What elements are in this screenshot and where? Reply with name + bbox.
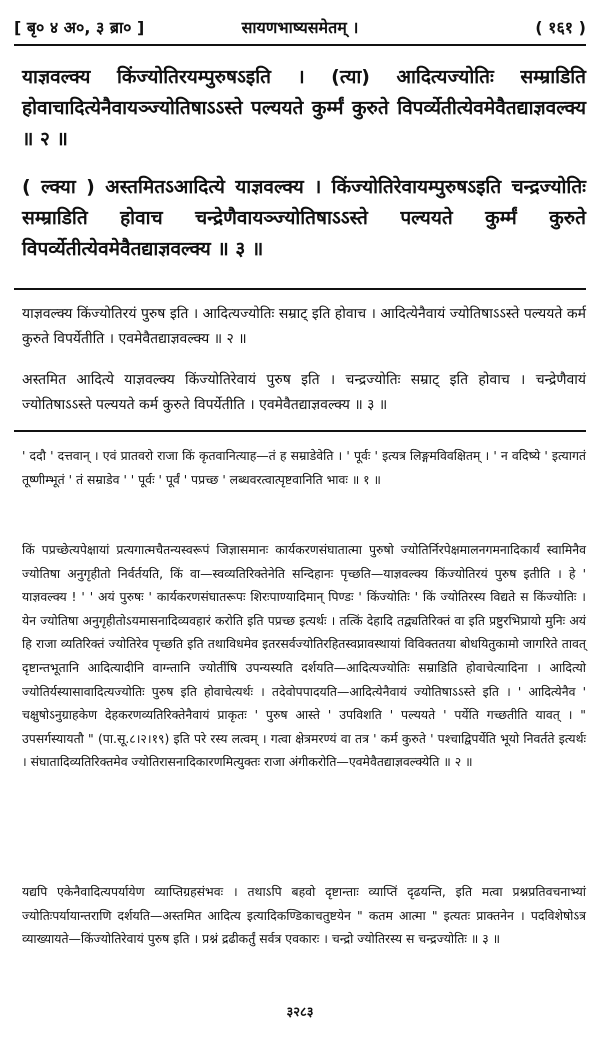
mantra-verse-3: ( ल्क्या ) अस्तमितऽआदित्ये याज्ञवल्क्य । किंज्योतिरेवायम्पुरुषऽइति चन्द्रज्योतिः सम्म्राडिति होवाच चन्द्रेणैवायञ्ज्योतिषाऽऽस्ते पल्ययते कुर्म्मं कुरुते विपर्व्येतीत्येवमेवैतद्याज्ञवल्क्य ॥ ३ ॥: [22, 176, 586, 260]
mantra-verse-2: याज्ञवल्क्य किंज्योतिरयम्पुरुषऽइति । (त्या) आदित्यज्योतिः सम्म्राडिति होवाचादित्येनैवायञ्ज्योतिषाऽऽस्ते पल्ययते कुर्म्मं कुरुते विपर्व्येतीत्येवमेवैतद्याज्ञवल्क्य ॥ २ ॥: [22, 66, 586, 150]
running-title: सायणभाष्यसमेतम् ।: [241, 18, 359, 37]
bhashya-paragraph-2: किं पप्रच्छेत्यपेक्षायां प्रत्यगात्मचैतन्यस्वरूपं जिज्ञासमानः कार्यकरणसंघातात्मा पुरुषो ज्योतिर्निरपेक्षमालनगमनादिकार्यं स्वामिनैव ज्योतिषा अनुगृहीतो निर्वर्तयति, किं वा—स्वव्यतिरिक्तेनेति सन्दिहानः पृच्छति—याज्ञवल्क्य किंज्योतिरयं पुरुष इतीति । हे ' याज्ञवल्क्य ! ' ' अयं पुरुषः ' कार्यकरणसंघातरूपः शिरःपाण्यादिमान् पिण्डः ' किंज्योतिः ' किं ज्योतिरस्य विद्यते स किंज्योतिः । येन ज्योतिषा अनुगृहीतोऽयमासनादिव्यवहारं करोति इति पप्रच्छ इत्यर्थः । तत्किं देहादि तद्व्यतिरिक्तं वा इति प्रष्टुरभिप्रायो मुनिः अयं हि राजा व्यतिरिक्तं ज्योतिरेव पृच्छति इति तथाविधमेव इतरसर्वज्योतिरहितस्वप्नावस्थायां विविक्ततया बोधयितुकामो जागरिते तावत् दृष्टान्तभूतानि आदित्यादीनि वाग्न्तानि ज्योतींषि उपन्यस्यति दर्शयति—आदित्यज्योतिः सम्राडिति होवाचेत्यादिना । आदित्यो ज्योतिर्यस्यासावादित्यज्योतिः पुरुष इति होवाचेत्यर्थः । तदेवोपपादयति—आदित्येनैवायं ज्योतिषाऽऽस्ते इति । ' आदित्येनैव ' चक्षुषोऽनुग्राहकेण देहकरणव्यतिरिक्तेनैवायं प्राकृतः ' पुरुष आस्ते ' उपविशति ' पल्ययते ' पर्येति गच्छतीति यावत् । " उपसर्गस्यायतौ " (पा.सू.८।२।१९) इति परे रस्य लत्वम् । गत्वा क्षेत्रमरण्यं वा तत्र ' कर्म कुरुते ' पश्चाद्विपर्येति भूयो निवर्तते इत्यर्थः । संघातादिव्यतिरिक्तमेव ज्योतिरासनादिकारणमित्युक्तः राजा अंगीकरोति—एवमेवैतद्याज्ञवल्क्येति ॥ २ ॥: [22, 542, 586, 770]
header-rule: [14, 44, 586, 46]
bhashya-paragraph-1: ' ददौ ' दत्तवान् । एवं प्रातवरो राजा किं कृतवानित्याह—तं ह सम्राडेवेति । ' पूर्वः ' इत्यत्र लिङ्गमविवक्षितम् । ' न वदिष्ये ' इत्यागतं तूष्णीम्भूतं ' तं सम्राडेव ' ' पूर्वः ' पूर्वं ' पप्रच्छ ' लब्धवरत्वात्पृष्टवानिति भावः ॥ १ ॥: [22, 448, 586, 487]
chapter-reference: [ बृ० ४ अ०, ३ ब्रा० ]: [14, 18, 145, 37]
mantra-divider: [14, 288, 586, 290]
footer-page-number: ३२८३: [286, 1005, 314, 1020]
padapatha-verse-3: अस्तमित आदित्ये याज्ञवल्क्य किंज्योतिरेवायं पुरुष इति । चन्द्रज्योतिः सम्राट् इति होवाच । चन्द्रेणैवायं ज्योतिषाऽऽस्ते पल्ययते कर्म कुरुते विपर्येतीति । एवमेवैतद्याज्ञवल्क्य ॥ ३ ॥: [22, 372, 586, 413]
commentary-divider: [14, 430, 586, 432]
bhashya-paragraph-3: यद्यपि एकेनैवादित्यपर्यायेण व्याप्तिग्रहसंभवः । तथाऽपि बहवो दृष्टान्ताः व्याप्तिं दृढयन्ति, इति मत्वा प्रश्नप्रतिवचनाभ्यां ज्योतिःपर्यायान्तराणि दर्शयति—अस्तमित आदित्य इत्यादिकण्डिकाचतुष्टयेन " कतम आत्मा " इत्यतः प्राक्तनेन । पदविशेषोऽत्र व्याख्यायते—किंज्योतिरेवायं पुरुष इति । प्रश्नं द्रढीकर्तुं सर्वत्र एवकारः । चन्द्रो ज्योतिरस्य स चन्द्रज्योतिः ॥ ३ ॥: [22, 884, 586, 947]
padapatha-verse-2: याज्ञवल्क्य किंज्योतिरयं पुरुष इति । आदित्यज्योतिः सम्राट् इति होवाच । आदित्येनैवायं ज्योतिषाऽऽस्ते पल्ययते कर्म कुरुते विपर्येतीति । एवमेवैतद्याज्ञवल्क्य ॥ २ ॥: [22, 306, 586, 347]
header-page-number: ( १६१ ): [535, 18, 586, 37]
running-header: [14, 10, 586, 44]
